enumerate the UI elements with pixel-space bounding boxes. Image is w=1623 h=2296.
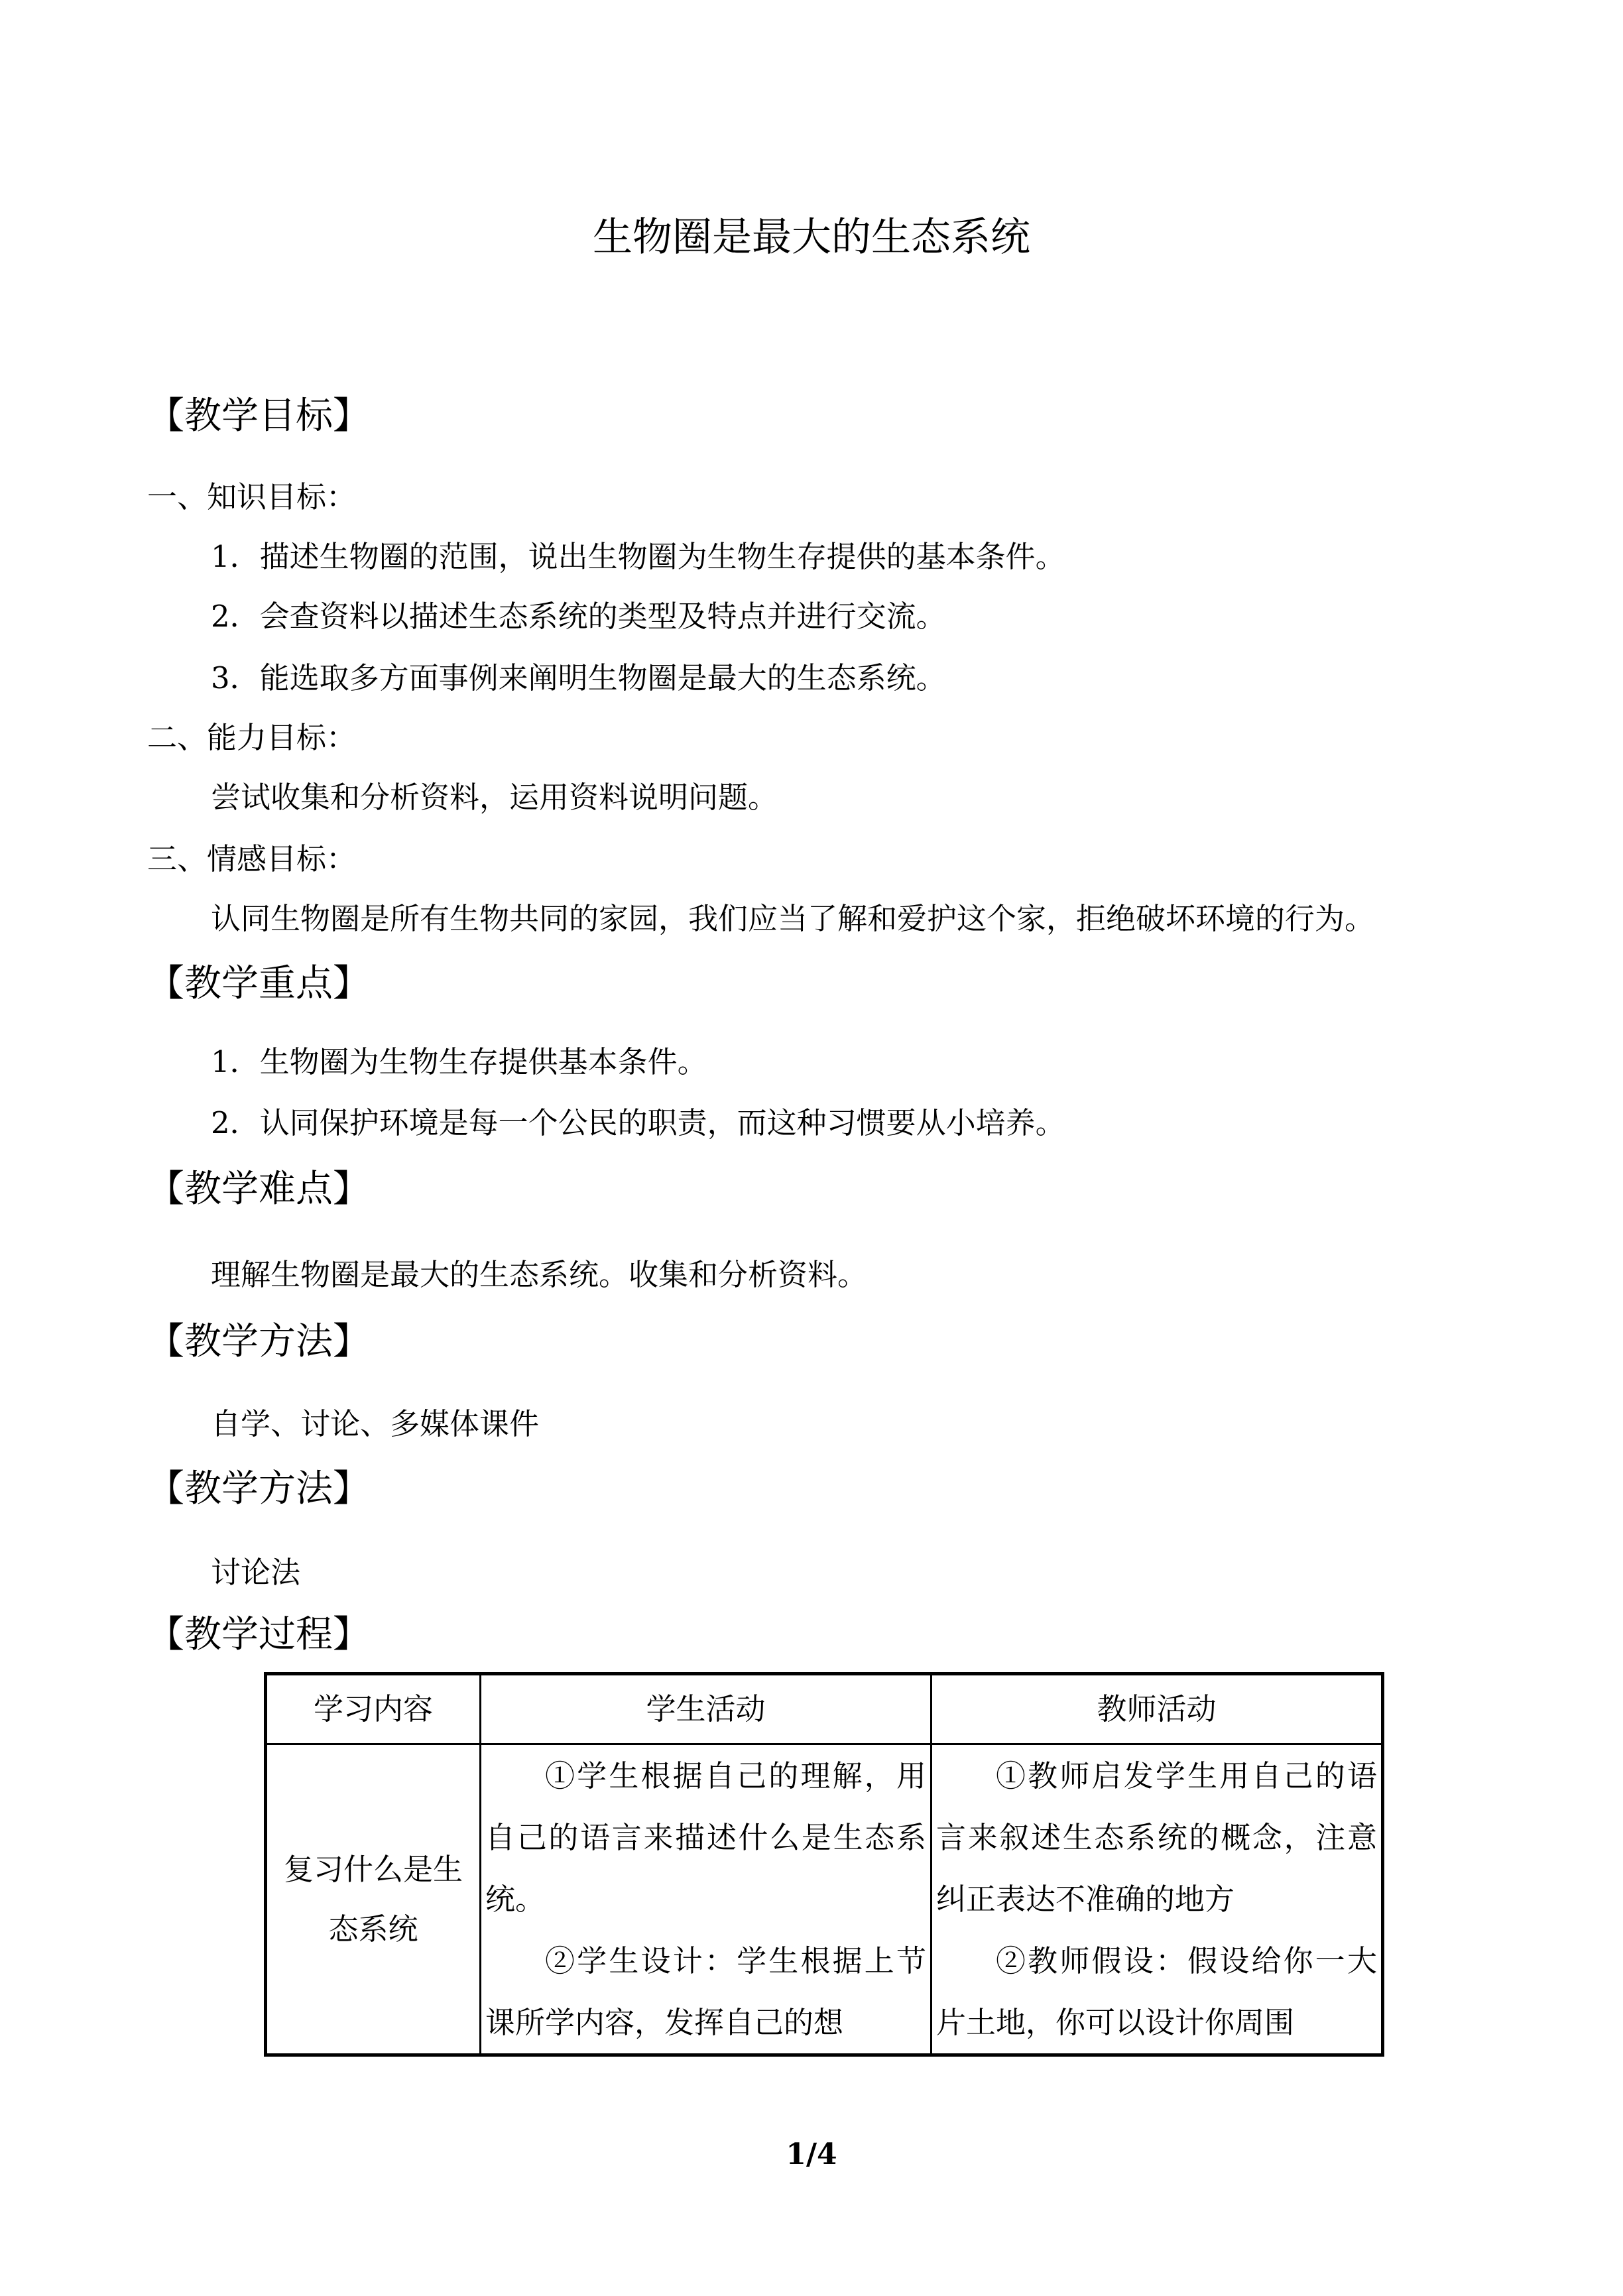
heading-method-1: 【教学方法】	[147, 1320, 370, 1363]
teacher-activity-2: ②教师假设：假设给你一大片土地，你可以设计你周围	[936, 1943, 1377, 2040]
cell-teacher-activity	[932, 1744, 1383, 2055]
ability-label: 二、能力目标：	[147, 720, 357, 755]
knowledge-label: 一、知识目标：	[147, 479, 357, 514]
header-student-activity: 学生活动	[481, 1674, 932, 1744]
knowledge-item-3: 3．能选取多方面事例来阐明生物圈是最大的生态系统。	[211, 660, 946, 695]
emotion-text: 认同生物圈是所有生物共同的家园，我们应当了解和爱护这个家，拒绝破坏环境的行为。	[211, 901, 1375, 936]
header-teacher-activity: 教师活动	[932, 1674, 1383, 1744]
knowledge-item-2: 2．会查资料以描述生态系统的类型及特点并进行交流。	[211, 599, 946, 634]
table-row	[266, 1744, 1383, 2055]
knowledge-item-1: 1．描述生物圈的范围，说出生物圈为生物生存提供的基本条件。	[211, 539, 1065, 574]
key-item-1: 1．生物圈为生物生存提供基本条件。	[211, 1044, 707, 1079]
cell-student-activity	[481, 1744, 932, 2055]
heading-key-points: 【教学重点】	[147, 962, 370, 1005]
difficulty-text: 理解生物圈是最大的生态系统。收集和分析资料。	[211, 1257, 868, 1292]
student-activity-1: ①学生根据自己的理解，用自己的语言来描述什么是生态系统。	[485, 1758, 926, 1917]
document-title: 生物圈是最大的生态系统	[593, 214, 1030, 261]
cell-content: 复习什么是生态系统	[266, 1744, 481, 2055]
student-activity-2: ②学生设计：学生根据上节课所学内容，发挥自己的想	[485, 1943, 926, 2040]
page-number: 1/4	[786, 2138, 837, 2171]
teaching-process-table	[264, 1672, 1384, 2057]
method-text-2: 讨论法	[211, 1555, 301, 1590]
ability-text: 尝试收集和分析资料，运用资料说明问题。	[211, 780, 778, 815]
teacher-activity-1: ①教师启发学生用自己的语言来叙述生态系统的概念，注意纠正表达不准确的地方	[936, 1758, 1377, 1917]
emotion-label: 三、情感目标：	[147, 841, 357, 876]
key-item-2: 2．认同保护环境是每一个公民的职责，而这种习惯要从小培养。	[211, 1105, 1065, 1140]
heading-method-2: 【教学方法】	[147, 1467, 370, 1510]
heading-difficulty: 【教学难点】	[147, 1168, 370, 1211]
header-content: 学习内容	[266, 1674, 481, 1744]
table-header-row	[266, 1674, 1383, 1744]
method-text-1: 自学、讨论、多媒体课件	[211, 1406, 540, 1441]
heading-objectives: 【教学目标】	[147, 394, 370, 438]
heading-process: 【教学过程】	[147, 1613, 370, 1656]
